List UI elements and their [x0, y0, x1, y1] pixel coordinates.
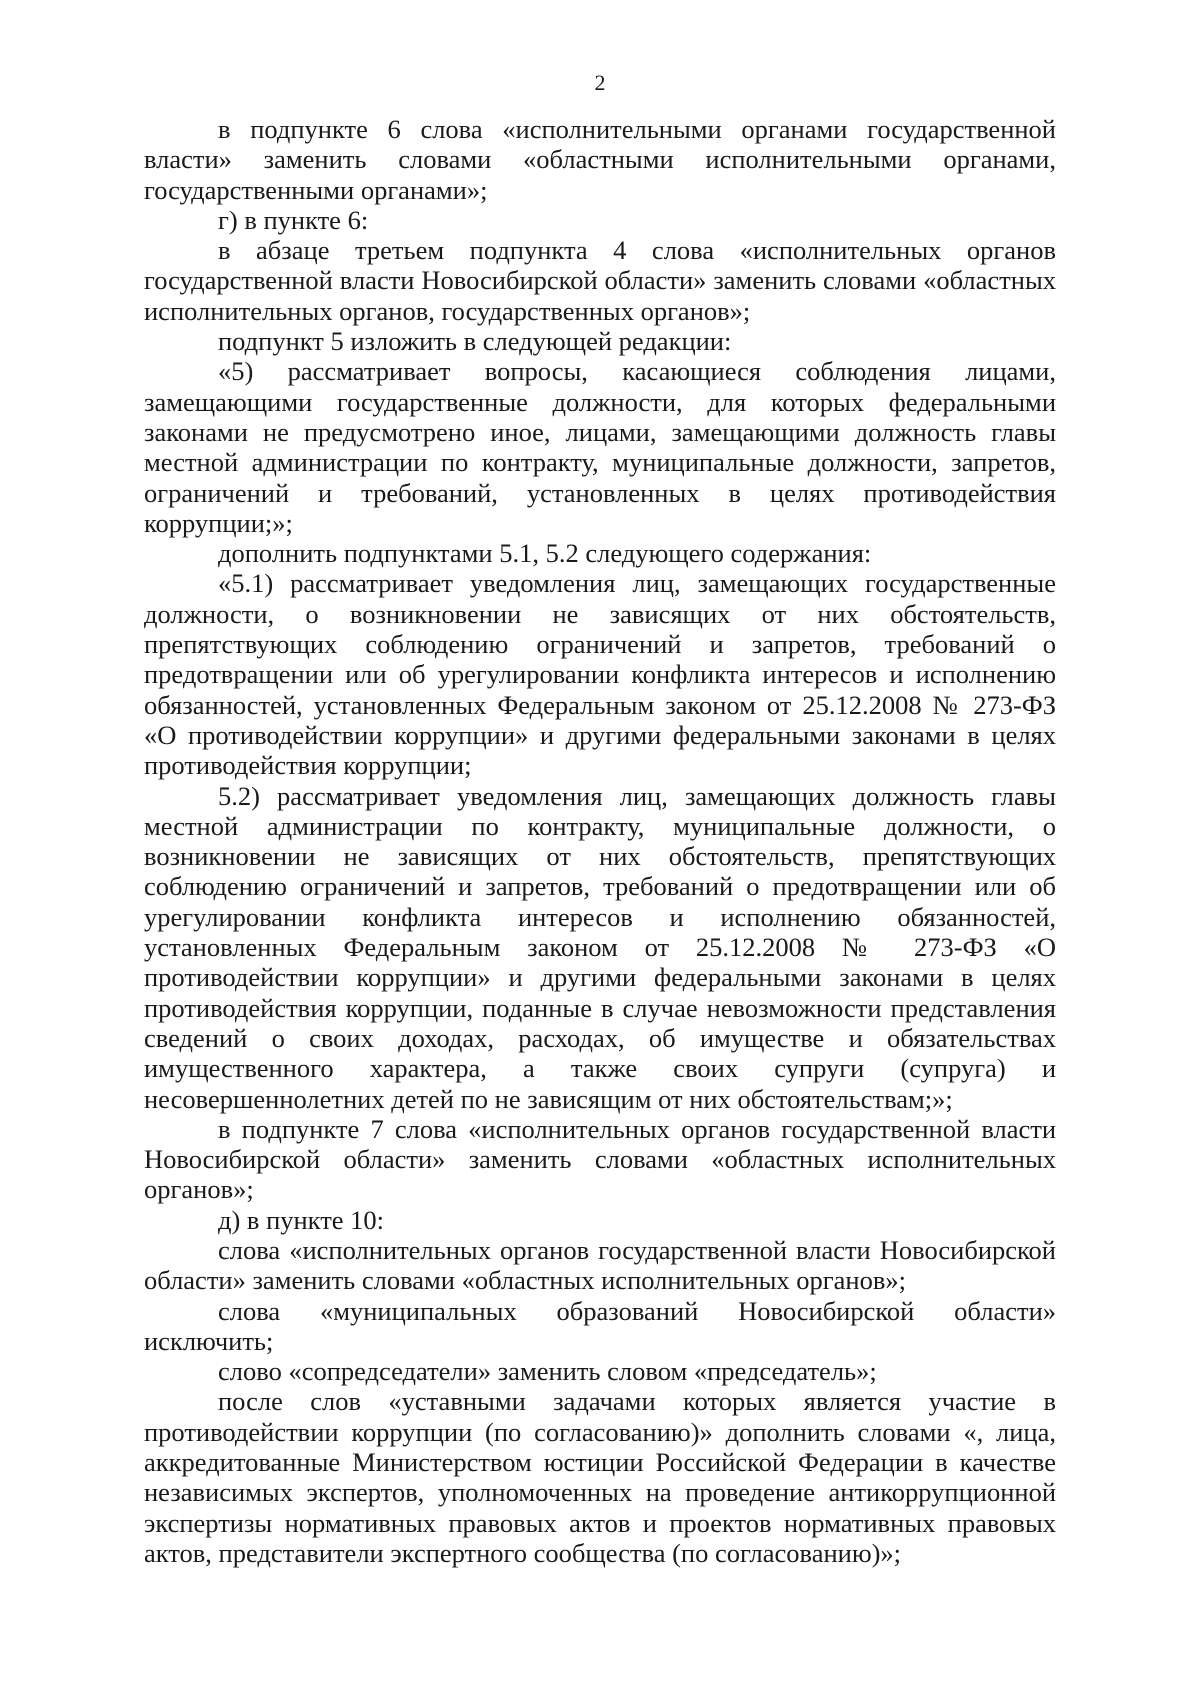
paragraph-subpoint-6-replacement: в подпункте 6 слова «исполнительными органами государственной власти» заменить словами «областными исполнительными органами, государственными органами»;: [144, 114, 1056, 205]
paragraph-subpoint-7-replacement: в подпункте 7 слова «исполнительных органов государственной власти Новосибирской области» заменить словами «областных исполнительных органов»;: [144, 1113, 1056, 1205]
paragraph-item-10-addition: после слов «уставными задачами которых является участие в противодействии коррупции (по согласованию)» дополнить словами «, лица, аккредитованные Министерством юстиции Российской Федерации в качестве независимых экспертов, уполномоченных на проведение антикоррупционной экспертизы нормативных правовых актов и проектов нормативных правовых актов, представители экспертного сообщества (по согласованию)»;: [144, 1386, 1056, 1568]
paragraph-subpoint-4-replacement: в абзаце третьем подпункта 4 слова «исполнительных органов государственной власти Новосибирской области» заменить словами «областных исполнительных органов, государственных органов»;: [144, 235, 1056, 326]
paragraph-subpoint-5-intro: подпункт 5 изложить в следующей редакции:: [218, 326, 732, 357]
paragraph-item-d-heading: д) в пункте 10:: [218, 1204, 385, 1235]
paragraph-subpoint-5-2: 5.2) рассматривает уведомления лиц, замещающих должность главы местной администрации по контракту, муниципальные должности, о возникновении не зависящих от них обстоятельств, препятствующих соблюдению ограничений и запретов, требований о предотвращении или об урегулировании конфликта интересов и исполнению обязанностей, установленных Федеральным законом от 25.12.2008 № 273-ФЗ «О противодействии коррупции» и другими федеральными законами в целях противодействия коррупции, поданные в случае невозможности представления сведений о своих доходах, расходах, об имуществе и обязательствах имущественного характера, а также своих супруги (супруга) и несовершеннолетних детей по не зависящим от них обстоятельствам;»;: [144, 780, 1056, 1114]
paragraph-add-subpoints-intro: дополнить подпунктами 5.1, 5.2 следующего содержания:: [218, 538, 872, 569]
page-number: 2: [594, 70, 606, 95]
paragraph-item-10-words-exclusion: слова «муниципальных образований Новосибирской области» исключить;: [144, 1295, 1056, 1356]
paragraph-item-g-heading: г) в пункте 6:: [218, 204, 369, 235]
document-body: [144, 114, 1056, 1568]
paragraph-subpoint-5-1: «5.1) рассматривает уведомления лиц, замещающих государственные должности, о возникновении не зависящих от них обстоятельств, препятствующих соблюдению ограничений и запретов, требований о предотвращении или об урегулировании конфликта интересов и исполнению обязанностей, установленных Федеральным законом от 25.12.2008 № 273-ФЗ «О противодействии коррупции» и другими федеральными законами в целях противодействия коррупции;: [144, 568, 1056, 781]
paragraph-subpoint-5-text: «5) рассматривает вопросы, касающиеся соблюдения лицами, замещающими государственные должности, для которых федеральными законами не предусмотрено иное, лицами, замещающими должность главы местной администрации по контракту, муниципальные должности, запретов, ограничений и требований, установленных в целях противодействия коррупции;»;: [144, 356, 1056, 538]
paragraph-item-10-words-replacement: слова «исполнительных органов государственной власти Новосибирской области» заменить словами «областных исполнительных органов»;: [144, 1234, 1056, 1296]
paragraph-item-10-chair-replacement: слово «сопредседатели» заменить словом «председатель»;: [218, 1356, 877, 1387]
